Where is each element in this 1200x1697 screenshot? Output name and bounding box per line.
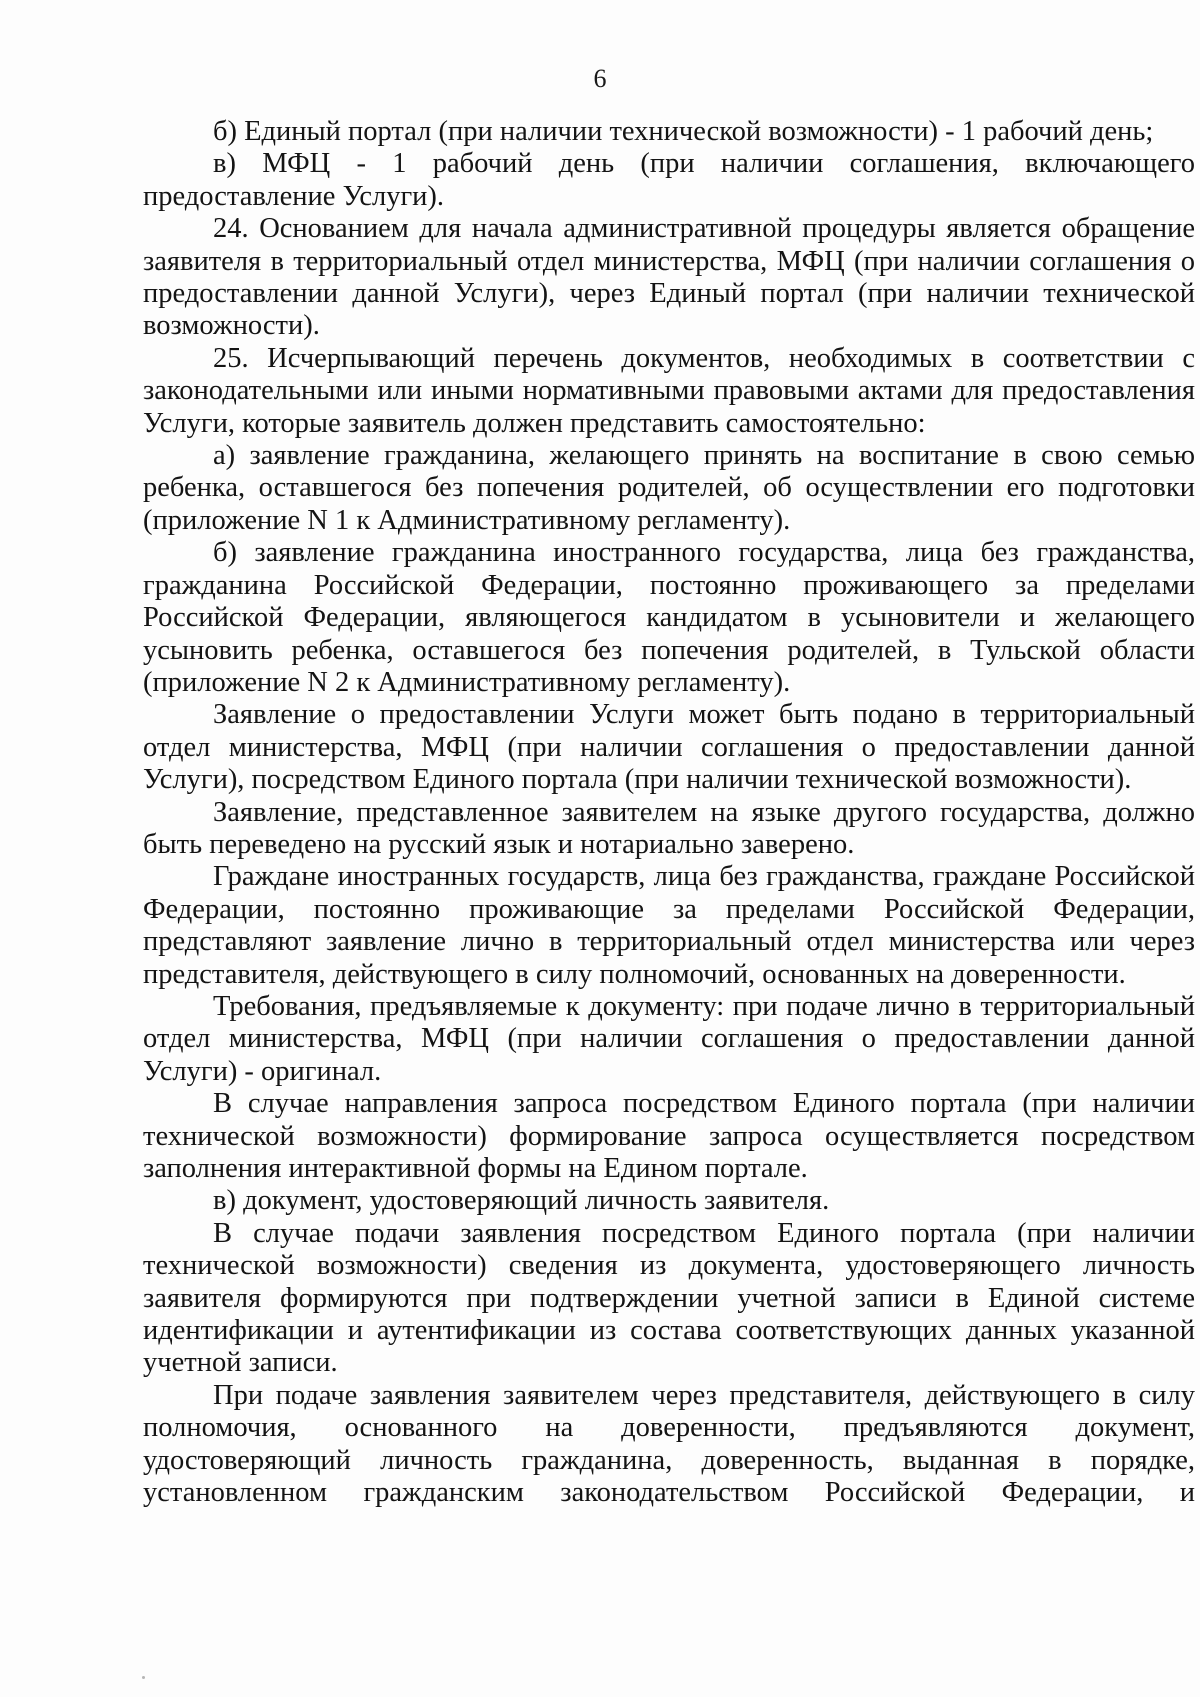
paragraph-24: 24. Основанием для начала административной процедуры является обращение заявителя в территориальный отдел министерства, МФЦ (при наличии соглашения о предоставлении данной Услуги), через Единый портал (при наличии технической возможности). [143, 213, 1195, 342]
scan-speck [142, 1676, 145, 1679]
paragraph-representative: При подаче заявления заявителем через представителя, действующего в силу полномочия, основанного на доверенности, предъявляются документ, удостоверяющий личность гражданина, доверенность, выданная в порядке, установленном гражданским законодательством Российской Федерации, и [143, 1379, 1195, 1509]
paragraph-foreign-citizens: Граждане иностранных государств, лица без гражданства, граждане Российской Федерации, постоянно проживающие за пределами Российской Федерации, представляют заявление лично в территориальный отдел министерства или через представителя, действующего в силу полномочий, основанных на доверенности. [143, 861, 1195, 990]
document-body [143, 116, 1195, 1509]
paragraph-document-requirements: Требования, предъявляемые к документу: при подаче лично в территориальный отдел министерства, МФЦ (при наличии соглашения о предоставлении данной Услуги) - оригинал. [143, 990, 1195, 1087]
paragraph-25: 25. Исчерпывающий перечень документов, необходимых в соответствии с законодательными или иными нормативными правовыми актами для предоставления Услуги, которые заявитель должен представить самостоятельно: [143, 342, 1195, 439]
paragraph-translation: Заявление, представленное заявителем на языке другого государства, должно быть переведено на русский язык и нотариально заверено. [143, 796, 1195, 860]
paragraph-item-v: в) документ, удостоверяющий личность заявителя. [213, 1185, 830, 1217]
paragraph-item-b: б) заявление гражданина иностранного государства, лица без гражданства, гражданина Российской Федерации, постоянно проживающего за пределами Российской Федерации, являющегося кандидатом в усыновители и желающего усыновить ребенка, оставшегося без попечения родителей, в Тульской области (приложение N 2 к Административному регламенту). [143, 537, 1195, 698]
paragraph-portal-request: В случае направления запроса посредством Единого портала (при наличии технической возможности) формирование запроса осуществляется посредством заполнения интерактивной формы на Едином портале. [143, 1088, 1195, 1184]
paragraph-mfc-deadline: в) МФЦ - 1 рабочий день (при наличии соглашения, включающего предоставление Услуги). [143, 148, 1195, 212]
paragraph-portal-deadline: б) Единый портал (при наличии технической возможности) - 1 рабочий день; [213, 116, 1154, 147]
page-number: 6 [593, 64, 607, 93]
paragraph-application-submission: Заявление о предоставлении Услуги может быть подано в территориальный отдел министерства, МФЦ (при наличии соглашения о предоставлении данной Услуги), посредством Единого портала (при наличии технической возможности). [143, 699, 1195, 796]
paragraph-item-a: а) заявление гражданина, желающего принять на воспитание в свою семью ребенка, оставшегося без попечения родителей, об осуществлении его подготовки (приложение N 1 к Административному регламенту). [143, 440, 1195, 536]
paragraph-identity-via-portal: В случае подачи заявления посредством Единого портала (при наличии технической возможности) сведения из документа, удостоверяющего личность заявителя формируются при подтверждении учетной записи в Единой системе идентификации и аутентификации из состава соответствующих данных указанной учетной записи. [143, 1217, 1195, 1379]
